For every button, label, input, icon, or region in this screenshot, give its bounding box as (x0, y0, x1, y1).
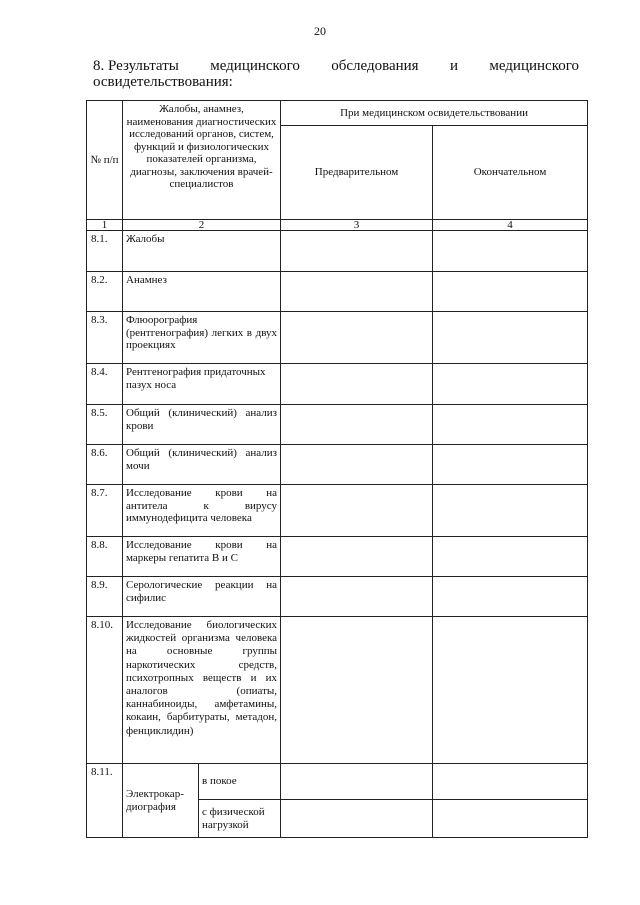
row-description: Серологические реакции на сифилис (123, 577, 281, 617)
preliminary-cell[interactable] (281, 231, 433, 272)
column-number: 2 (123, 220, 281, 231)
preliminary-cell[interactable] (281, 577, 433, 617)
preliminary-cell[interactable] (281, 445, 433, 485)
row-number: 8.2. (87, 272, 123, 312)
heading-word: 8. Результаты (93, 58, 179, 74)
ecg-rest-label: в покое (199, 764, 281, 800)
heading-word: медицинского (489, 58, 579, 74)
final-cell[interactable] (433, 800, 588, 838)
preliminary-cell[interactable] (281, 405, 433, 445)
row-number: 8.1. (87, 231, 123, 272)
preliminary-cell[interactable] (281, 272, 433, 312)
row-number: 8.7. (87, 485, 123, 537)
table-row (87, 485, 588, 537)
row-description: Общий (клинический) анализ крови (123, 405, 281, 445)
final-cell[interactable] (433, 312, 588, 364)
page-number: 20 (314, 24, 326, 38)
table-row (87, 617, 588, 764)
header-preliminary-cell: Предварительном (281, 126, 433, 220)
final-cell[interactable] (433, 405, 588, 445)
header-row (87, 101, 588, 126)
examination-results-table (86, 100, 588, 838)
row-description: Рентгенография придаточных пазух носа (123, 364, 281, 405)
column-number: 4 (433, 220, 588, 231)
final-cell[interactable] (433, 617, 588, 764)
row-number: 8.10. (87, 617, 123, 764)
column-number: 3 (281, 220, 433, 231)
preliminary-cell[interactable] (281, 537, 433, 577)
final-cell[interactable] (433, 537, 588, 577)
final-cell[interactable] (433, 764, 588, 800)
table-row (87, 537, 588, 577)
table-row (87, 405, 588, 445)
header-description-cell: Жалобы, анамнез, наименования диагностических исследований органов, систем, функций и физиологических показателей организма, диагнозы, заключения врачей-специалистов (123, 101, 281, 220)
header-num-cell: № п/п (87, 101, 123, 220)
ecg-row (87, 764, 588, 800)
preliminary-cell[interactable] (281, 312, 433, 364)
heading-line-2: освидетельствования: (93, 74, 233, 90)
row-description: Общий (клинический) анализ мочи (123, 445, 281, 485)
heading-word: и (449, 58, 458, 74)
row-number: 8.8. (87, 537, 123, 577)
header-group-cell: При медицинском освидетельствовании (281, 101, 588, 126)
row-description: Исследование крови на антитела к вирусу иммунодефицита человека (123, 485, 281, 537)
preliminary-cell[interactable] (281, 617, 433, 764)
heading-word: медицинского (210, 58, 300, 74)
row-description: Исследование крови на маркеры гепатита B и C (123, 537, 281, 577)
final-cell[interactable] (433, 445, 588, 485)
row-number: 8.9. (87, 577, 123, 617)
row-number: 8.6. (87, 445, 123, 485)
section-heading (93, 58, 579, 90)
final-cell[interactable] (433, 272, 588, 312)
header-final-cell: Окончательном (433, 126, 588, 220)
row-description: Анамнез (123, 272, 281, 312)
table-row (87, 577, 588, 617)
preliminary-cell[interactable] (281, 800, 433, 838)
final-cell[interactable] (433, 485, 588, 537)
row-description: Жалобы (123, 231, 281, 272)
row-number: 8.3. (87, 312, 123, 364)
table-row (87, 445, 588, 485)
table-row (87, 272, 588, 312)
table-row (87, 231, 588, 272)
row-number: 8.11. (87, 764, 123, 838)
row-description: Флюорография (рентгенография) легких в двух проекциях (123, 312, 281, 364)
ecg-label: Электрокар-диография (123, 764, 199, 838)
heading-word: обследования (331, 58, 419, 74)
final-cell[interactable] (433, 364, 588, 405)
final-cell[interactable] (433, 231, 588, 272)
preliminary-cell[interactable] (281, 485, 433, 537)
table-row (87, 364, 588, 405)
row-number: 8.4. (87, 364, 123, 405)
final-cell[interactable] (433, 577, 588, 617)
table-row (87, 312, 588, 364)
column-number: 1 (87, 220, 123, 231)
row-number: 8.5. (87, 405, 123, 445)
ecg-stress-label: с физической нагрузкой (199, 800, 281, 838)
preliminary-cell[interactable] (281, 364, 433, 405)
preliminary-cell[interactable] (281, 764, 433, 800)
column-numbers-row (87, 220, 588, 231)
heading-line-1 (93, 58, 579, 74)
row-description: Исследование биологических жидкостей организма человека на основные группы наркотических средств, психотропных веществ и их аналогов (опиаты, каннабиноиды, амфетамины, кокаин, барбитураты, метадон, фенциклидин) (123, 617, 281, 764)
